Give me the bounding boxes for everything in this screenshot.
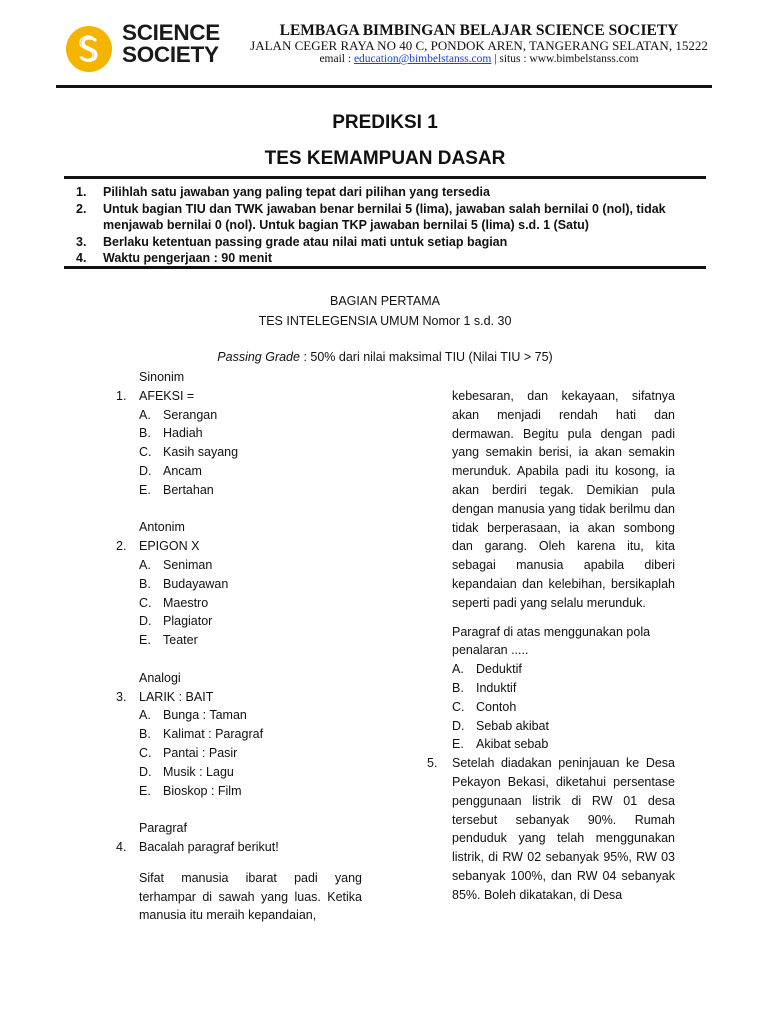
- option-text: Deduktif: [476, 662, 522, 677]
- page-title: PREDIKSI 1: [332, 112, 438, 133]
- option-text: Kalimat : Paragraf: [163, 727, 264, 742]
- question-stem: LARIK : BAIT: [139, 689, 214, 704]
- option-letter: B.: [139, 426, 151, 441]
- option[interactable]: [110, 744, 362, 763]
- option[interactable]: [427, 735, 675, 754]
- option[interactable]: [110, 443, 362, 462]
- instructions-bottom-rule: [64, 266, 706, 269]
- instruction-item: [76, 184, 696, 201]
- option[interactable]: [110, 462, 362, 481]
- option-letter: A.: [139, 557, 151, 572]
- option-text: Kasih sayang: [163, 445, 239, 460]
- logo-wordmark: [122, 22, 244, 66]
- option-text: Bertahan: [163, 482, 214, 497]
- option-letter: E.: [452, 737, 464, 752]
- question-5-text: Setelah diadakan peninjauan ke Desa Pekayon Bekasi, diketahui persentase penggunaan listrik di RW 01 desa tersebut sebanyak 90%. Rumah penduduk yang telah menggunakan listrik, di RW 02 sebanyak 95%, RW 03 sebanyak 100%, dan RW 04 sebanyak 85%. Boleh dikatakan, di Desa: [452, 756, 675, 902]
- option-text: Bunga : Taman: [163, 708, 247, 723]
- option-letter: A.: [139, 407, 151, 422]
- option-text: Ancam: [163, 463, 202, 478]
- option-text: Contoh: [476, 699, 517, 714]
- option-text: Bioskop : Film: [163, 783, 242, 798]
- option-text: Induktif: [476, 680, 517, 695]
- question-5: [427, 754, 675, 904]
- category-label: Paragraf: [139, 821, 187, 836]
- option[interactable]: [427, 660, 675, 679]
- section-subtitle: TES INTELEGENSIA UMUM Nomor 1 s.d. 30: [258, 314, 512, 328]
- logo-s-icon: [66, 26, 112, 72]
- page-subtitle: TES KEMAMPUAN DASAR: [264, 148, 506, 169]
- header-divider: [56, 85, 712, 88]
- option[interactable]: [427, 679, 675, 698]
- option-text: Serangan: [163, 407, 218, 422]
- passing-grade-text: : 50% dari nilai maksimal TIU (Nilai TIU > 75): [299, 350, 553, 364]
- option-letter: C.: [452, 699, 465, 714]
- option-text: Plagiator: [163, 614, 213, 629]
- option-text: Maestro: [163, 595, 209, 610]
- site-label: | situs : www.bimbelstanss.com: [491, 53, 639, 65]
- passage-start: Sifat manusia ibarat padi yang terhampar di sawah yang luas. Ketika manusia itu meraih kepandaian,: [139, 870, 362, 923]
- option[interactable]: [110, 612, 362, 631]
- instruction-text: Pilihlah satu jawaban yang paling tepat dari pilihan yang tersedia: [103, 185, 490, 199]
- option-text: Akibat sebab: [476, 737, 549, 752]
- option[interactable]: [110, 424, 362, 443]
- option[interactable]: [110, 594, 362, 613]
- option[interactable]: [110, 725, 362, 744]
- option-text: Teater: [163, 633, 198, 648]
- option[interactable]: [110, 406, 362, 425]
- instruction-item: [76, 201, 696, 234]
- option-letter: D.: [139, 764, 152, 779]
- question-number: 2.: [116, 539, 127, 554]
- instruction-item: [76, 234, 696, 251]
- option-letter: C.: [139, 445, 152, 460]
- option[interactable]: [110, 481, 362, 500]
- question-4-prompt: Paragraf di atas menggunakan pola penalaran .....: [452, 624, 651, 658]
- category-label: Antonim: [139, 520, 185, 535]
- question-stem: Bacalah paragraf berikut!: [139, 839, 279, 854]
- logo-line-1: SCIENCE: [122, 20, 220, 45]
- instruction-num: 4.: [76, 251, 87, 265]
- question-2: [110, 537, 362, 556]
- logo-line-2: SOCIETY: [122, 42, 219, 67]
- option[interactable]: [110, 706, 362, 725]
- instruction-num: 2.: [76, 201, 87, 216]
- org-name: LEMBAGA BIMBINGAN BELAJAR SCIENCE SOCIETY: [279, 22, 679, 39]
- instruction-text: Berlaku ketentuan passing grade atau nilai mati untuk setiap bagian: [103, 234, 508, 249]
- option[interactable]: [110, 782, 362, 801]
- section-part: BAGIAN PERTAMA: [330, 294, 440, 308]
- question-stem: EPIGON X: [139, 539, 200, 554]
- option-letter: C.: [139, 595, 152, 610]
- question-number: 3.: [116, 689, 127, 704]
- option-letter: B.: [139, 576, 151, 591]
- email-link[interactable]: education@bimbelstanss.com: [353, 53, 492, 65]
- passing-grade-label: Passing Grade: [217, 350, 300, 364]
- option-letter: A.: [139, 708, 151, 723]
- question-stem: AFEKSI =: [139, 388, 195, 403]
- option-letter: A.: [452, 662, 464, 677]
- org-contact: [250, 53, 708, 65]
- option-text: Seniman: [163, 557, 213, 572]
- instruction-text: Untuk bagian TIU dan TWK jawaban benar bernilai 5 (lima), jawaban salah bernilai 0 (nol), tidak menjawab bernilai 0 (nol). Untuk bagian TKP jawaban bernilai 5 (lima) s.d. 1 (Satu): [103, 201, 666, 232]
- instruction-num: 3.: [76, 234, 87, 249]
- instruction-item: [76, 250, 696, 267]
- option-text: Hadiah: [163, 426, 203, 441]
- instructions: [76, 184, 696, 267]
- option-text: Pantai : Pasir: [163, 745, 238, 760]
- instructions-top-rule: [64, 176, 706, 179]
- option-letter: D.: [139, 463, 152, 478]
- instruction-text: Waktu pengerjaan : 90 menit: [103, 251, 273, 265]
- option-letter: E.: [139, 783, 151, 798]
- option[interactable]: [427, 698, 675, 717]
- passing-grade: [64, 350, 706, 364]
- question-3: [110, 688, 362, 707]
- option[interactable]: [427, 717, 675, 736]
- right-column: [427, 387, 675, 905]
- question-number: 4.: [116, 839, 127, 854]
- option-letter: D.: [139, 614, 152, 629]
- option[interactable]: [110, 631, 362, 650]
- category-label: Analogi: [139, 670, 181, 685]
- option-letter: B.: [452, 680, 464, 695]
- category-label: Sinonim: [139, 370, 185, 384]
- option-text: Budayawan: [163, 576, 229, 591]
- question-1: [110, 387, 362, 406]
- option-text: Sebab akibat: [476, 718, 549, 733]
- option-letter: B.: [139, 727, 151, 742]
- option-letter: C.: [139, 745, 152, 760]
- org-address: JALAN CEGER RAYA NO 40 C, PONDOK AREN, TANGERANG SELATAN, 15222: [250, 38, 708, 53]
- option-letter: D.: [452, 718, 465, 733]
- option-text: Musik : Lagu: [163, 764, 234, 779]
- question-number: 1.: [116, 388, 127, 403]
- instruction-num: 1.: [76, 185, 87, 199]
- option[interactable]: [110, 575, 362, 594]
- left-column: [110, 368, 362, 925]
- option[interactable]: [110, 763, 362, 782]
- question-number: 5.: [427, 756, 438, 771]
- option-letter: E.: [139, 633, 151, 648]
- email-label: email :: [319, 53, 354, 65]
- option[interactable]: [110, 556, 362, 575]
- option-letter: E.: [139, 482, 151, 497]
- passage-continued: kebesaran, dan kekayaan, sifatnya akan menjadi rendah hati dan dermawan. Begitu pula dengan padi yang semakin berisi, ia akan semakin merunduk. Apabila padi itu kosong, ia akan berdiri tegak. Demikian pula dengan manusia yang tidak berilmu dan tidak berperasaan, ia akan sombong dan garang. Oleh karena itu, kita sebagai manusia apabila diberi kepandaian dan kelebihan, bersikaplah seperti padi yang selalu merunduk.: [452, 389, 675, 610]
- question-4: [110, 838, 362, 857]
